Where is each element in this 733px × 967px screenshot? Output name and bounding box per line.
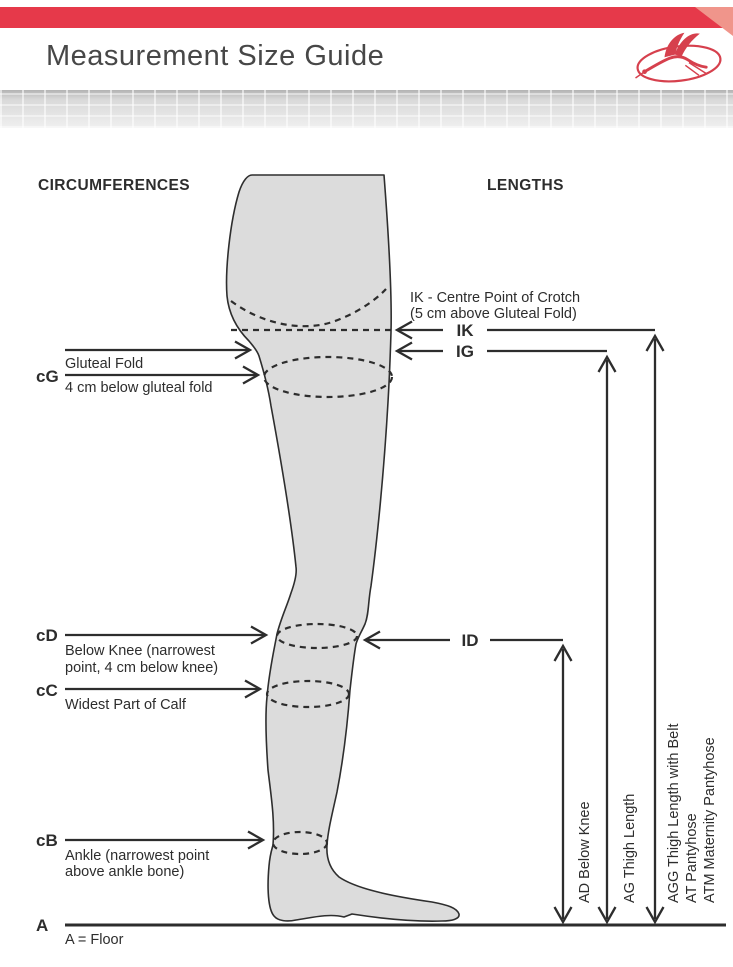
a-code: A — [36, 916, 49, 935]
leg-silhouette — [227, 175, 460, 921]
cd-code: cD — [36, 626, 58, 645]
ik-length-arrow — [397, 322, 655, 339]
agg-vertical-arrow — [647, 336, 664, 922]
atm-length-label: ATM Maternity Pantyhose — [702, 737, 718, 903]
cc-code: cC — [36, 681, 58, 700]
ig-length-arrow — [397, 343, 607, 360]
ag-vertical-arrow — [599, 357, 616, 922]
floor-label: A = Floor — [65, 932, 124, 948]
cb-arrow — [65, 832, 263, 849]
cg-code: cG — [36, 367, 59, 386]
lengths-heading: LENGTHS — [487, 177, 564, 194]
cb-description-line2: above ankle bone) — [65, 864, 185, 880]
id-code: ID — [461, 631, 479, 650]
cg-description: 4 cm below gluteal fold — [65, 380, 213, 396]
cd-description-line2: point, 4 cm below knee) — [65, 660, 219, 676]
circumferences-heading: CIRCUMFERENCES — [38, 177, 190, 194]
cd-description-line1: Below Knee (narrowest — [65, 643, 215, 659]
cc-arrow — [65, 681, 260, 698]
gluteal-fold-label: Gluteal Fold — [65, 356, 144, 372]
cc-description: Widest Part of Calf — [65, 697, 186, 713]
ag-length-label: AG Thigh Length — [622, 793, 638, 903]
at-length-label: AT Pantyhose — [684, 813, 700, 903]
ad-vertical-arrow — [555, 646, 572, 922]
ad-length-label: AD Below Knee — [577, 801, 593, 903]
ik-note-line1: IK - Centre Point of Crotch — [410, 290, 581, 306]
ik-note-line2: (5 cm above Gluteal Fold) — [410, 306, 577, 322]
ik-code: IK — [456, 321, 474, 340]
agg-length-label: AGG Thigh Length with Belt — [666, 723, 682, 903]
cd-arrow — [65, 627, 266, 644]
cb-description-line1: Ankle (narrowest point — [65, 848, 210, 864]
page-title: Measurement Size Guide — [46, 40, 385, 72]
ig-code: IG — [456, 342, 474, 361]
cb-code: cB — [36, 831, 58, 850]
